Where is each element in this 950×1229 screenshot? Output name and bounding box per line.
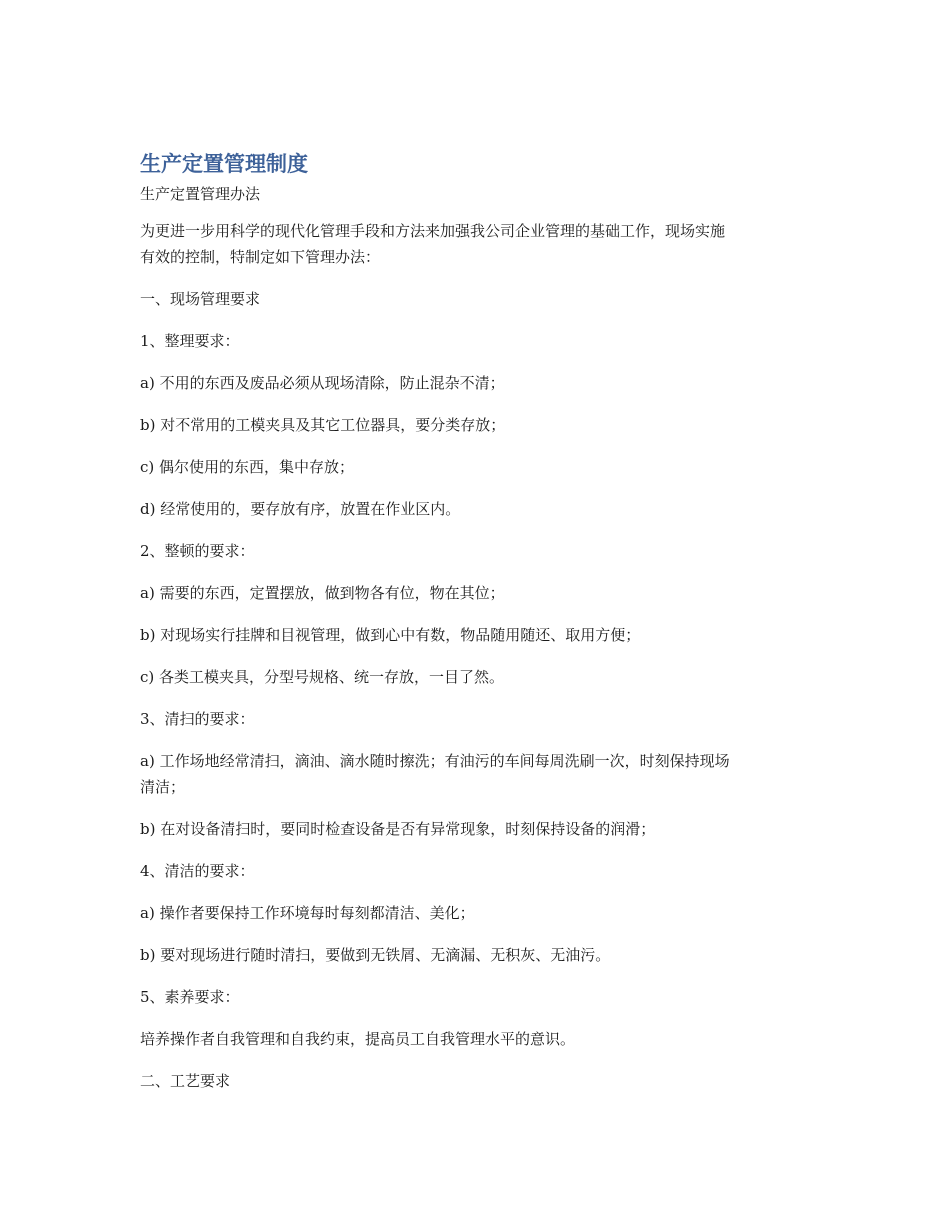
subheading-sustain: 5、素养要求： xyxy=(140,988,240,1006)
subheading-standardize: 4、清洁的要求： xyxy=(140,862,255,880)
list-item: b) 要对现场进行随时清扫，要做到无铁屑、无滴漏、无积灰、无油污。 xyxy=(140,946,611,964)
list-item: c) 偶尔使用的东西，集中存放； xyxy=(140,458,355,476)
list-item: a) 工作场地经常清扫，滴油、滴水随时擦洗；有油污的车间每周洗刷一次，时刻保持现场 清洁； xyxy=(140,752,730,796)
document-page xyxy=(140,148,820,1110)
subheading-set-in-order: 2、整顿的要求： xyxy=(140,542,255,560)
list-item: c) 各类工模夹具，分型号规格、统一存放，一目了然。 xyxy=(140,668,505,686)
list-item: a) 需要的东西，定置摆放，做到物各有位，物在其位； xyxy=(140,584,505,602)
section-heading-process: 二、工艺要求 xyxy=(140,1072,231,1090)
subheading-shine: 3、清扫的要求： xyxy=(140,710,255,728)
body-paragraph: 培养操作者自我管理和自我约束，提高员工自我管理水平的意识。 xyxy=(140,1030,576,1048)
list-item: b) 对现场实行挂牌和目视管理，做到心中有数，物品随用随还、取用方便； xyxy=(140,626,641,644)
list-item: a) 不用的东西及废品必须从现场清除，防止混杂不清； xyxy=(140,374,505,392)
list-item: d) 经常使用的，要存放有序，放置在作业区内。 xyxy=(140,500,461,518)
list-item: b) 对不常用的工模夹具及其它工位器具，要分类存放； xyxy=(140,416,506,434)
subheading-sort: 1、整理要求： xyxy=(140,332,240,350)
document-title: 生产定置管理制度 xyxy=(140,152,308,176)
intro-paragraph: 为更进一步用科学的现代化管理手段和方法来加强我公司企业管理的基础工作，现场实施 有效的控制，特制定如下管理办法： xyxy=(140,222,726,266)
list-item: b) 在对设备清扫时，要同时检查设备是否有异常现象，时刻保持设备的润滑； xyxy=(140,820,656,838)
list-item: a) 操作者要保持工作环境每时每刻都清洁、美化； xyxy=(140,904,475,922)
document-subtitle: 生产定置管理办法 xyxy=(140,185,261,203)
section-heading-site-management: 一、现场管理要求 xyxy=(140,290,261,308)
